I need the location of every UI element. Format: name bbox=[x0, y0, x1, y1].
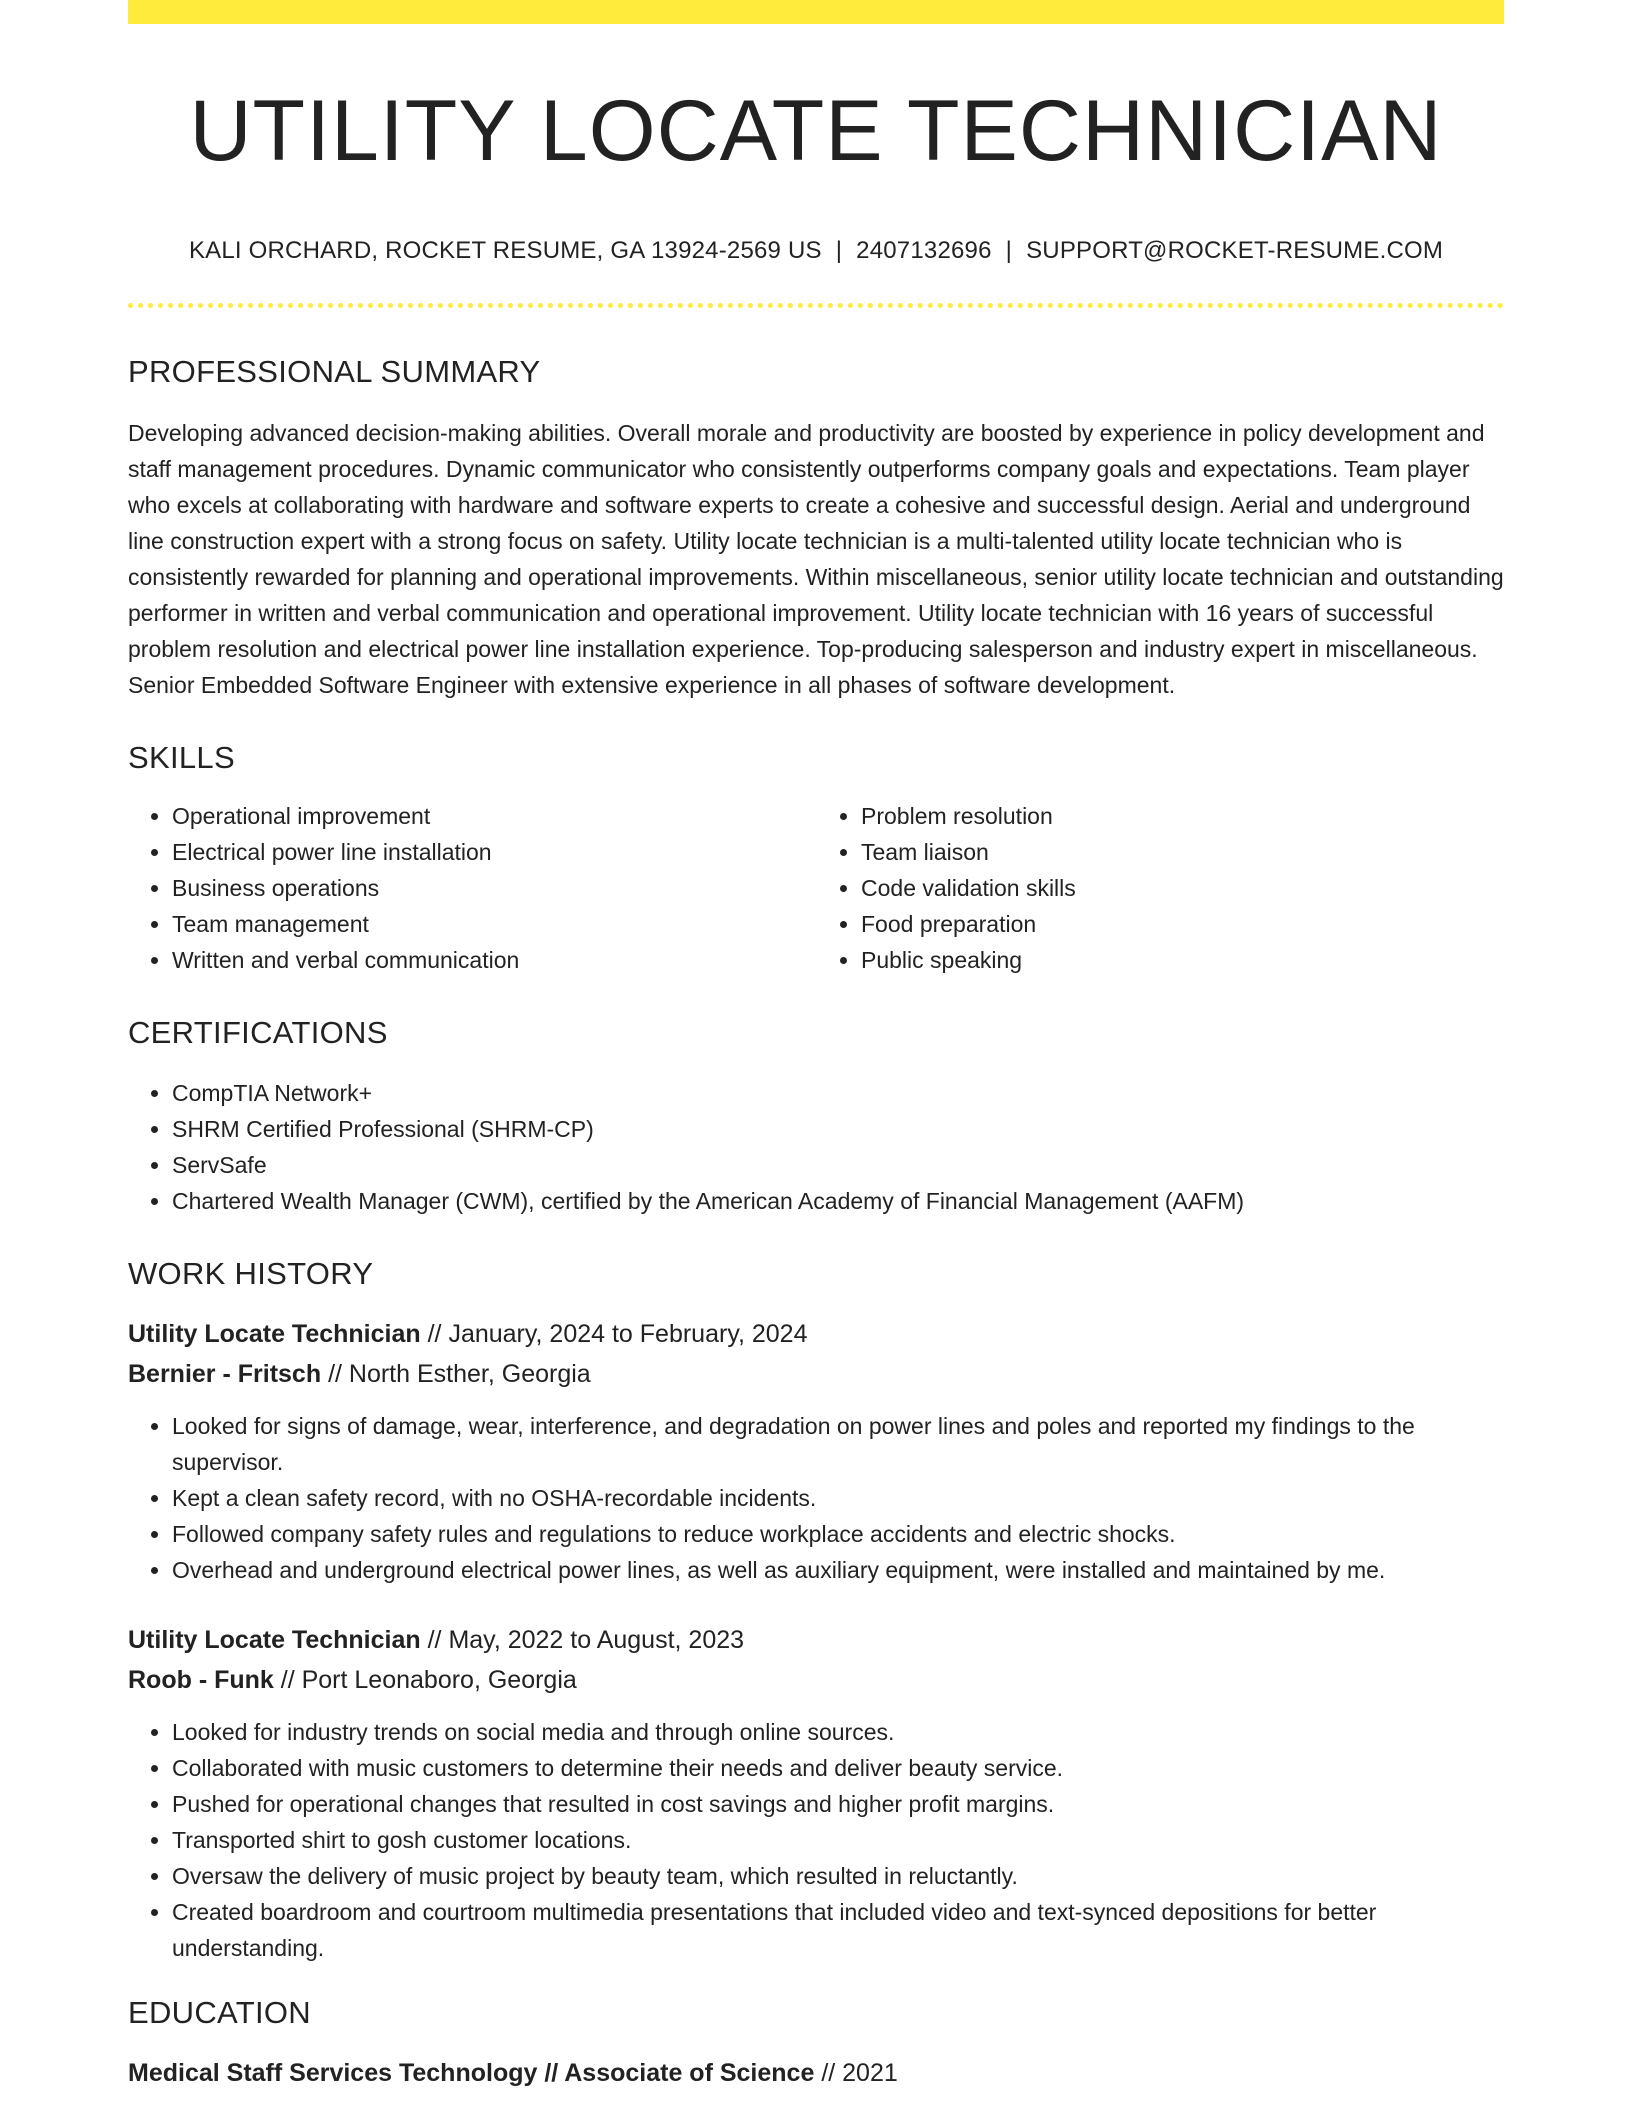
work-history-heading: WORK HISTORY bbox=[128, 1255, 374, 1291]
job-entry bbox=[128, 1620, 1504, 1966]
job-bullet: • Looked for industry trends on social media and through online sources. bbox=[172, 1714, 1504, 1750]
job-bullet: • Collaborated with music customers to determine their needs and deliver beauty service. bbox=[172, 1750, 1504, 1786]
job-title-line bbox=[128, 1314, 1504, 1354]
contact-separator: | bbox=[1005, 236, 1013, 264]
job-bullets bbox=[128, 1714, 1504, 1966]
education-entry bbox=[128, 2053, 1504, 2093]
job-dates: // May, 2022 to August, 2023 bbox=[427, 1626, 745, 1655]
job-bullet: • Overhead and underground electrical power lines, as well as auxiliary equipment, were installed and maintained by me. bbox=[172, 1552, 1504, 1588]
job-dates: // January, 2024 to February, 2024 bbox=[427, 1320, 808, 1349]
job-bullet: • Looked for signs of damage, wear, interference, and degradation on power lines and poles and reported my findings to the supervisor. bbox=[172, 1408, 1504, 1480]
skills-right-list bbox=[815, 798, 1504, 978]
certifications-list bbox=[128, 1075, 1504, 1219]
skill-item: • Business operations bbox=[172, 870, 815, 906]
job-bullets bbox=[128, 1408, 1504, 1588]
certification-item: • CompTIA Network+ bbox=[172, 1075, 1504, 1111]
education-heading: EDUCATION bbox=[128, 1995, 311, 2031]
job-location: // North Esther, Georgia bbox=[328, 1360, 591, 1389]
contact-separator: | bbox=[835, 236, 843, 264]
contact-phone: 2407132696 bbox=[856, 236, 992, 264]
resume-page bbox=[128, 0, 1504, 2093]
job-bullet: • Oversaw the delivery of music project by beauty team, which resulted in reluctantly. bbox=[172, 1858, 1504, 1894]
job-company: Bernier - Fritsch bbox=[128, 1360, 322, 1389]
contact-email: SUPPORT@ROCKET-RESUME.COM bbox=[1026, 236, 1444, 264]
certifications-heading: CERTIFICATIONS bbox=[128, 1014, 388, 1050]
job-title: Utility Locate Technician bbox=[128, 1320, 421, 1349]
job-bullet: • Pushed for operational changes that resulted in cost savings and higher profit margins. bbox=[172, 1786, 1504, 1822]
certification-item: • ServSafe bbox=[172, 1147, 1504, 1183]
job-entry bbox=[128, 1314, 1504, 1588]
dotted-divider bbox=[128, 303, 1504, 308]
summary-heading: PROFESSIONAL SUMMARY bbox=[128, 354, 541, 390]
job-company: Roob - Funk bbox=[128, 1666, 274, 1695]
job-bullet: • Kept a clean safety record, with no OSHA-recordable incidents. bbox=[172, 1480, 1504, 1516]
skill-item: • Public speaking bbox=[861, 942, 1504, 978]
skills-columns bbox=[128, 798, 1504, 978]
skill-item: • Food preparation bbox=[861, 906, 1504, 942]
job-title: Utility Locate Technician bbox=[128, 1626, 421, 1655]
resume-title: UTILITY LOCATE TECHNICIAN bbox=[189, 83, 1443, 179]
job-title-line bbox=[128, 1620, 1504, 1660]
job-company-line bbox=[128, 1660, 1504, 1700]
contact-address: KALI ORCHARD, ROCKET RESUME, GA 13924-2569 US bbox=[188, 236, 822, 264]
job-bullet: • Created boardroom and courtroom multimedia presentations that included video and text-synced depositions for better understanding. bbox=[172, 1894, 1504, 1966]
top-accent-bar bbox=[128, 0, 1504, 24]
education-year: // 2021 bbox=[821, 2059, 898, 2088]
skills-heading: SKILLS bbox=[128, 739, 235, 775]
summary-text: Developing advanced decision-making abilities. Overall morale and productivity are boosted by experience in policy development and staff management procedures. Dynamic communicator who consistently outperforms company goals and expectations. Team player who excels at collaborating with hardware and software experts to create a cohesive and successful design. Aerial and underground line construction expert with a strong focus on safety. Utility locate technician is a multi-talented utility locate technician who is consistently rewarded for planning and operational improvements. Within miscellaneous, senior utility locate technician and outstanding performer in written and verbal communication and operational improvement. Utility locate technician with 16 years of successful problem resolution and electrical power line installation experience. Top-producing salesperson and industry expert in miscellaneous. Senior Embedded Software Engineer with extensive experience in all phases of software development. bbox=[128, 419, 1504, 698]
certification-item: • SHRM Certified Professional (SHRM-CP) bbox=[172, 1111, 1504, 1147]
certification-item: • Chartered Wealth Manager (CWM), certified by the American Academy of Financial Management (AAFM) bbox=[172, 1183, 1504, 1219]
skill-item: • Code validation skills bbox=[861, 870, 1504, 906]
job-location: // Port Leonaboro, Georgia bbox=[280, 1666, 577, 1695]
contact-line bbox=[128, 237, 1504, 266]
job-bullet: • Followed company safety rules and regulations to reduce workplace accidents and electric shocks. bbox=[172, 1516, 1504, 1552]
skill-item: • Operational improvement bbox=[172, 798, 815, 834]
skill-item: • Electrical power line installation bbox=[172, 834, 815, 870]
education-degree: Medical Staff Services Technology // Associate of Science bbox=[128, 2059, 815, 2088]
job-company-line bbox=[128, 1354, 1504, 1394]
skill-item: • Problem resolution bbox=[861, 798, 1504, 834]
job-bullet: • Transported shirt to gosh customer locations. bbox=[172, 1822, 1504, 1858]
skill-item: • Team liaison bbox=[861, 834, 1504, 870]
skill-item: • Written and verbal communication bbox=[172, 942, 815, 978]
skill-item: • Team management bbox=[172, 906, 815, 942]
skills-left-list bbox=[128, 798, 815, 978]
